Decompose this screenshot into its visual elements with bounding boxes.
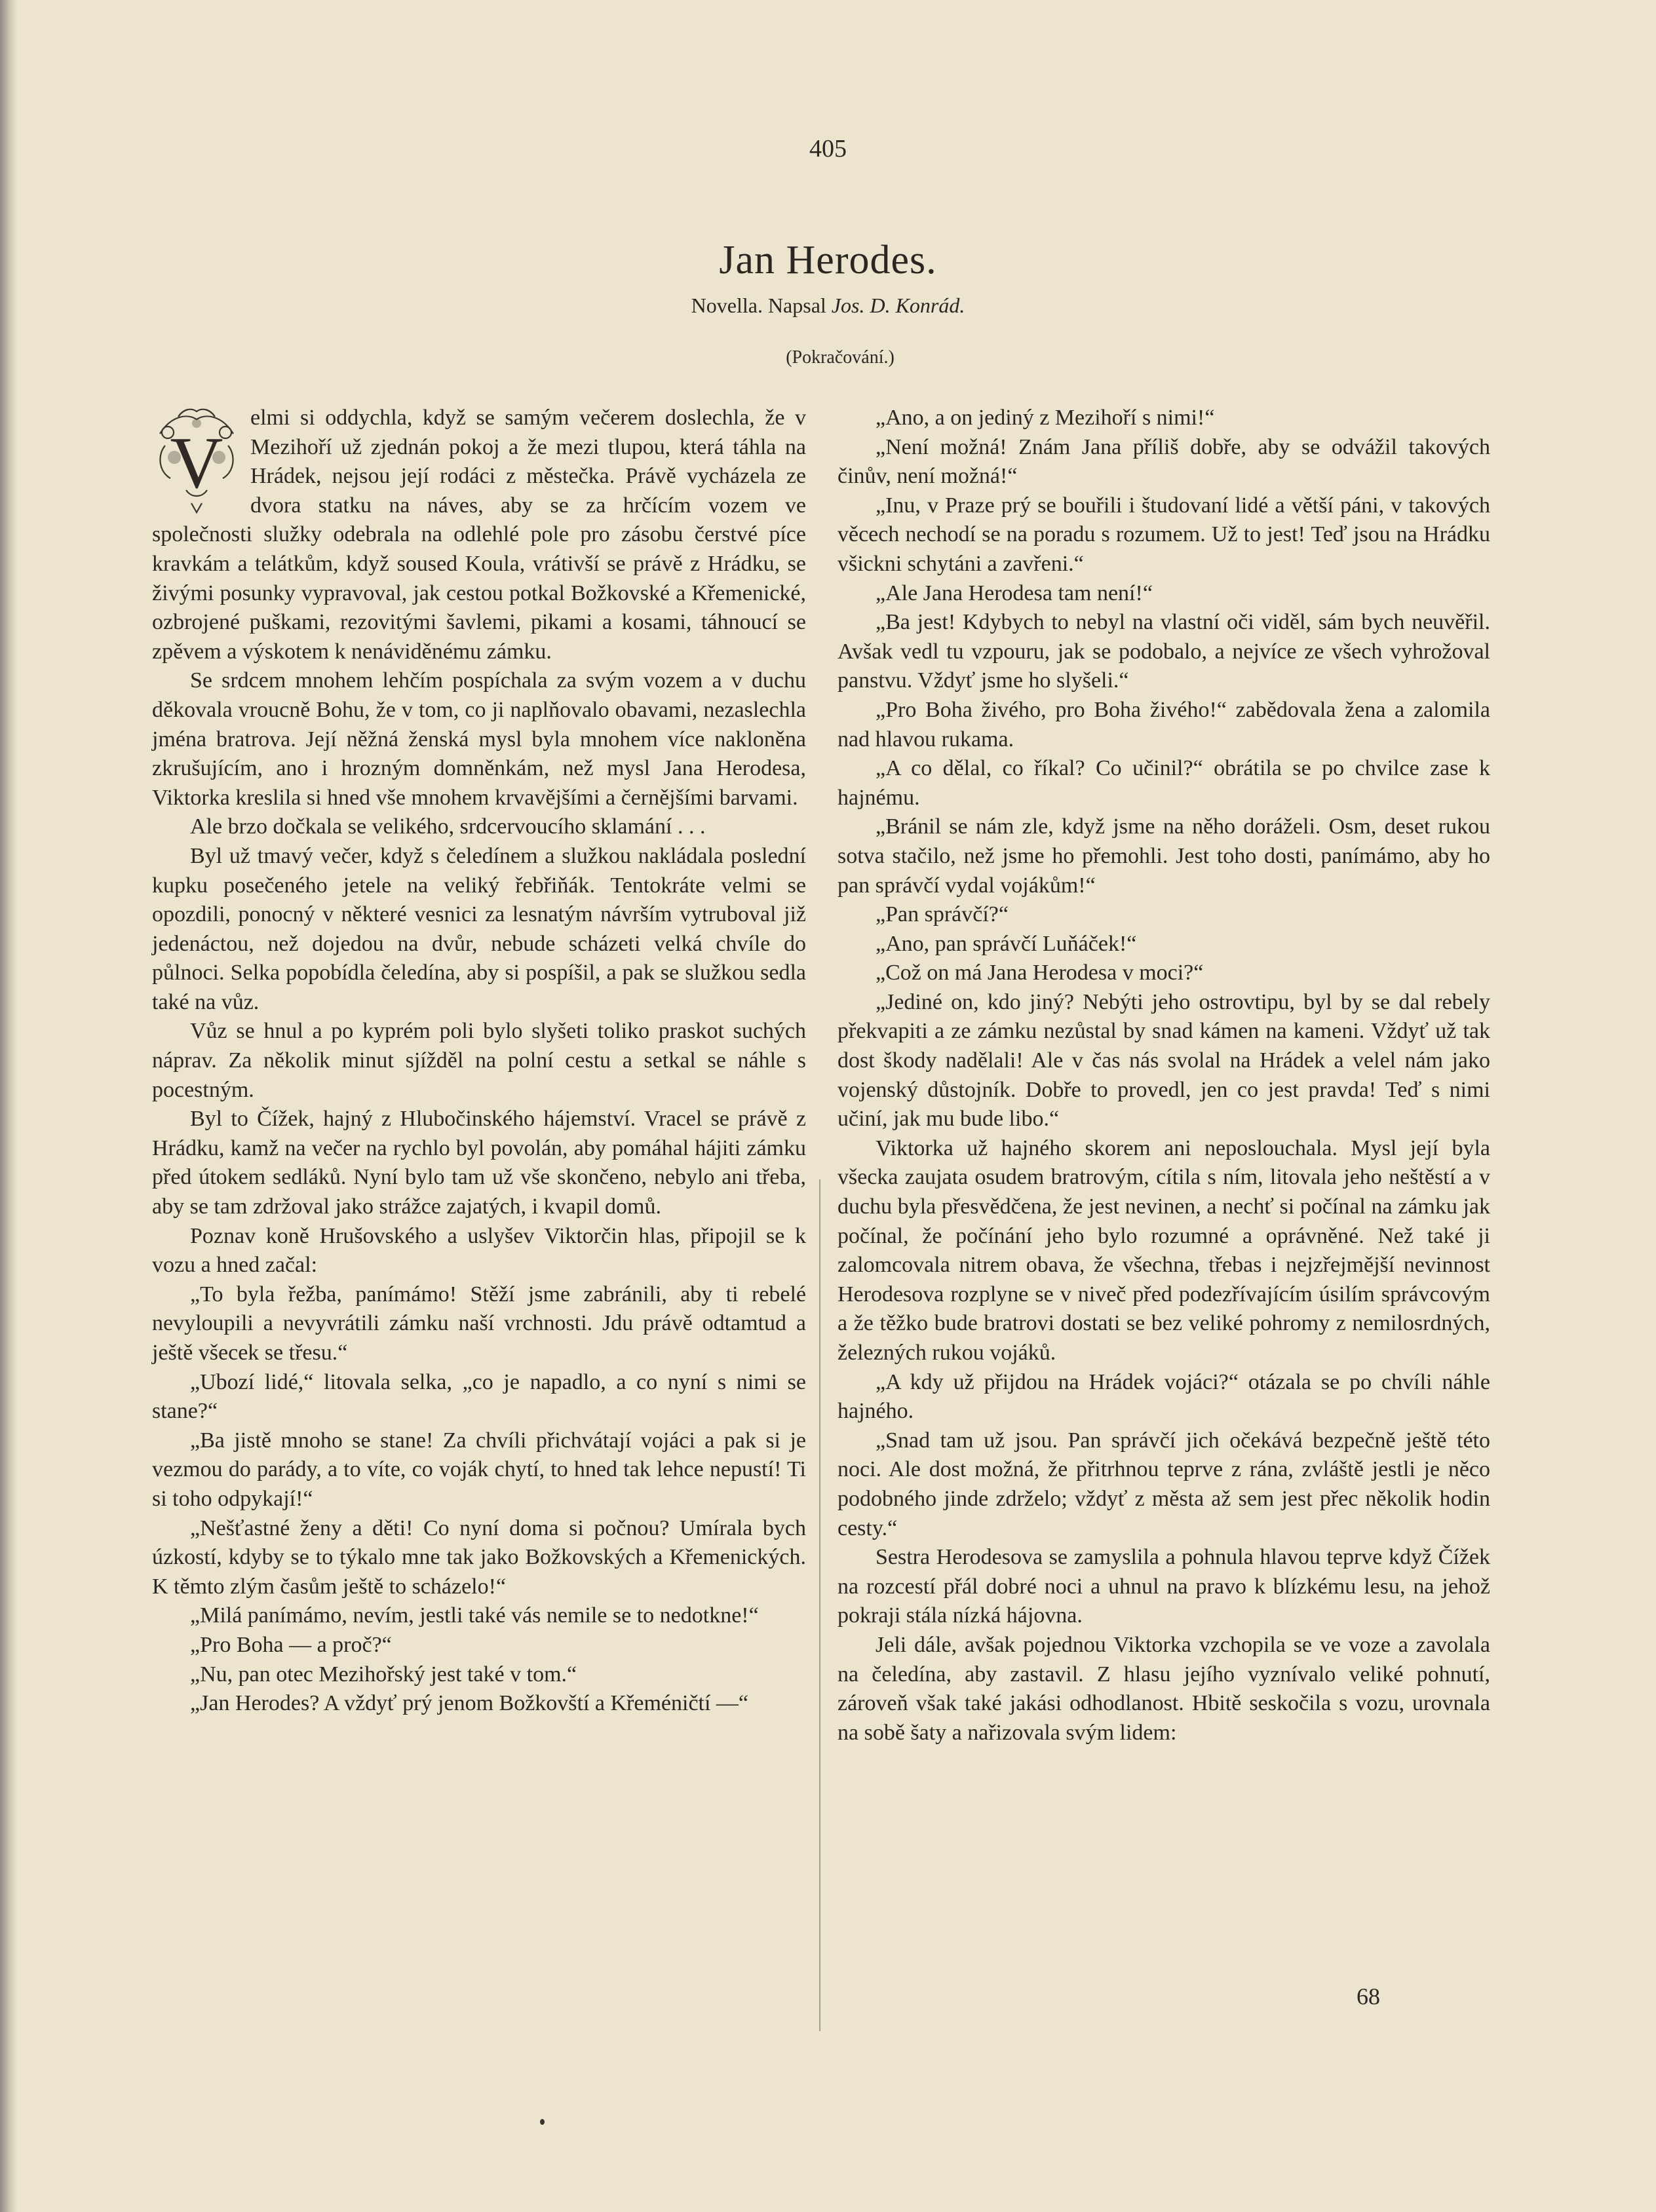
right-paragraph-11: „Což on má Jana Herodesa v moci?“ [876, 961, 1204, 985]
left-paragraph-12: „Milá panímámo, nevím, jestli také vás nemile se to nedotkne!“ [190, 1603, 759, 1628]
right-paragraph-7: „A co dělal, co říkal? Co učinil?“ obrátila se po chvilce zase k hajnému. [838, 756, 1490, 810]
left-paragraph-1: elmi si oddychla, když se samým večerem doslechla, že v Mezihoří už zjednán pokoj a že mezi tlupou, která táhla na Hrádek, nejsou její rodáci z městečka. Právě vycházela ze dvora statku na náves, aby se za hrčícím vozem ve společnosti služky odebrala na odlehlé pole pro zásobu čerstvé píce kravkám a telátkům, když soused Koula, vrátivší se právě z Hrádku, se živými posunky vypravoval, jak cestou potkal Božkovské a Křemenické, ozbrojené puškami, rezovitými šavlemi, pikami a kosami, táhnoucí se zpěvem a výskotem k nenáviděnému zámku. [152, 406, 806, 664]
left-paragraph-13: „Pro Boha — a proč?“ [190, 1632, 392, 1657]
right-column [838, 404, 1490, 1747]
left-paragraph-14: „Nu, pan otec Mezihořský jest také v tom.“ [190, 1662, 577, 1687]
article-title: Jan Herodes. [719, 238, 937, 282]
right-paragraph-6: „Pro Boha živého, pro Boha živého!“ zabědovala žena a zalomila nad hlavou rukama. [838, 697, 1490, 752]
right-paragraph-3: „Inu, v Praze prý se bouřili i študovaní lidé a větší páni, v takových věcech nechodí se na poradu s rozumem. Už to jest! Teď jsou na Hrádku všickni schytáni a zavřeni.“ [838, 493, 1490, 576]
article-subtitle [0, 294, 1656, 318]
left-paragraph-15: „Jan Herodes? A vždyť prý jenom Božkovští a Křeméničtí —“ [190, 1691, 749, 1716]
left-paragraph-8: „To byla řežba, panímámo! Stěží jsme zabránili, aby ti rebelé nevyloupili a nevyvrátili zámku naší vrchnosti. Jdu právě odtamtud a ještě všecek se třesu.“ [152, 1282, 806, 1365]
left-paragraph-2: Se srdcem mnohem lehčím pospíchala za svým vozem a v duchu děkovala vroucně Bohu, že v tom, co ji naplňovalo obavami, nezaslechla jména bratrova. Její něžná ženská mysl byla mnohem více nakloněna zkrušujícím, ano i hrozným domněnkám, než mysl Jana Herodesa, Viktorka kreslila si hned vše mnohem krvavějšími a černějšími barvami. [152, 668, 806, 810]
continuation-note: (Pokračování.) [786, 347, 895, 368]
author-name: Jos. D. Konrád. [831, 294, 965, 317]
right-paragraph-9: „Pan správčí?“ [876, 902, 1009, 927]
subtitle-prefix: Novella. Napsal [691, 294, 832, 317]
column-divider [819, 1179, 820, 2031]
page-gutter-shadow [0, 0, 17, 2212]
right-paragraph-14: „A kdy už přijdou na Hrádek vojáci?“ otázala se po chvíli náhle hajného. [838, 1369, 1490, 1424]
dropcap-letter: V [170, 423, 223, 504]
right-paragraph-5: „Ba jest! Kdybych to nebyl na vlastní oči viděl, sám bych neuvěřil. Avšak vedl tu vzpouru, jak se podobalo, a nejvíce ze všech vyhrožoval panstvu. Vždyť jsme ho slyšeli.“ [838, 610, 1490, 693]
left-paragraph-4: Byl už tmavý večer, když s čeledínem a služkou nakládala poslední kupku posečeného jetele na veliký řebřiňák. Tentokráte velmi se opozdili, ponocný v některé vesnici za lesnatým návrším vytruboval již jedenáctou, než dojedou na dvůr, nebude scházeti velká chvíle do půlnoci. Selka popobídla čeledína, aby si pospíšil, a pak se služkou sedla také na vůz. [152, 843, 806, 1014]
left-paragraph-3: Ale brzo dočkala se velikého, srdcervoucího sklamání . . . [190, 814, 706, 839]
page-number: 405 [809, 135, 847, 162]
print-speck [540, 2119, 545, 2125]
right-paragraph-17: Jeli dále, avšak pojednou Viktorka vzchopila se ve voze a zavolala na čeledína, aby zastavil. Z hlasu jejího vyznívalo veliké pohnutí, zároveň však také jakási odhodlanost. Hbitě seskočila s vozu, urovnala na sobě šaty a nařizovala svým lidem: [838, 1632, 1490, 1745]
right-paragraph-8: „Bránil se nám zle, když jsme na něho doráželi. Osm, deset rukou sotva stačilo, než jsme ho přemohli. Jest toho dosti, panímámo, aby ho pan správčí vydal vojákům!“ [838, 814, 1490, 898]
left-paragraph-11: „Nešťastné ženy a děti! Co nyní doma si počnou? Umírala bych úzkostí, kdyby se to týkalo mne tak jako Božkovských a Křemenických. K těmto zlým časům ještě to scházelo!“ [152, 1516, 806, 1599]
right-paragraph-2: „Není možná! Znám Jana příliš dobře, aby se odvážil takových činův, není možná!“ [838, 434, 1490, 489]
right-paragraph-16: Sestra Herodesova se zamyslila a pohnula hlavou teprve když Čížek na rozcestí přál dobré noci a uhnul na pravo k blízkému lesu, na jehož pokraji stála nízká hájovna. [838, 1545, 1490, 1628]
right-paragraph-4: „Ale Jana Herodesa tam není!“ [876, 581, 1153, 605]
left-column [152, 404, 806, 1719]
left-paragraph-6: Byl to Čížek, hajný z Hlubočinského hájemství. Vracel se právě z Hrádku, kamž na večer na rychlo byl povolán, aby pomáhal hájiti zámku před útokem sedláků. Nyní bylo tam už vše skončeno, nebylo ani třeba, aby se tam zdržoval jako strážce zajatých, i kvapil domů. [152, 1107, 806, 1219]
right-paragraph-1: „Ano, a on jediný z Mezihoří s nimi!“ [876, 406, 1215, 430]
right-paragraph-12: „Jediné on, kdo jiný? Nebýti jeho ostrovtipu, byl by se dal rebely překvapiti a ze zámku nezůstal by snad kámen na kameni. Vždyť už tak dost škody nadělali! Ale v čas nás svolal na Hrádek a velel nám jako vojenský důstojník. Dobře to provedl, jen co jest pravda! Teď s nimi učiní, jak mu bude libo.“ [838, 989, 1490, 1132]
left-paragraph-10: „Ba jistě mnoho se stane! Za chvíli přichvátají vojáci a pak si je vezmou do parády, a to víte, co voják chytí, to hned tak lehce nepustí! Ti si toho odpykají!“ [152, 1428, 806, 1511]
left-paragraph-9: „Ubozí lidé,“ litovala selka, „co je napadlo, a co nyní s nimi se stane?“ [152, 1369, 806, 1424]
right-paragraph-10: „Ano, pan správčí Luňáček!“ [876, 931, 1137, 956]
ornamental-dropcap-icon [152, 404, 241, 516]
left-paragraph-7: Poznav koně Hrušovského a uslyšev Viktorčin hlas, připojil se k vozu a hned začal: [152, 1223, 806, 1278]
right-paragraph-13: Viktorka už hajného skorem ani neposlouchala. Mysl její byla všecka zaujata osudem bratrovým, cítila s ním, litovala jeho neštěstí a v duchu byla přesvědčena, že jest nevinen, a nechť si počínal na zámku jak počínal, že počínání jeho bylo rozumné a oprávněné. Než také ji zalomcovala nitrem obava, že všechna, třebas i nejzřejmější nevinnost Herodesova rozplyne se v niveč před podezřívajícím úsilím správcovým a že těžko bude bratrovi dostati se bez veliké pohromy z nemilosrdných, železných rukou vojáků. [838, 1135, 1490, 1365]
signature-mark: 68 [1357, 1983, 1380, 2010]
right-paragraph-15: „Snad tam už jsou. Pan správčí jich očekává bezpečně ještě této noci. Ale dost možná, že přitrhnou teprve z rána, zvláště jestli je něco podobného jinde zdrželo; vždyť z města až sem jest přec několik hodin cesty.“ [838, 1428, 1490, 1540]
left-paragraph-5: Vůz se hnul a po kyprém poli bylo slyšeti toliko praskot suchých náprav. Za několik minut sjížděl na polní cestu a setkal se náhle s pocestným. [152, 1019, 806, 1102]
